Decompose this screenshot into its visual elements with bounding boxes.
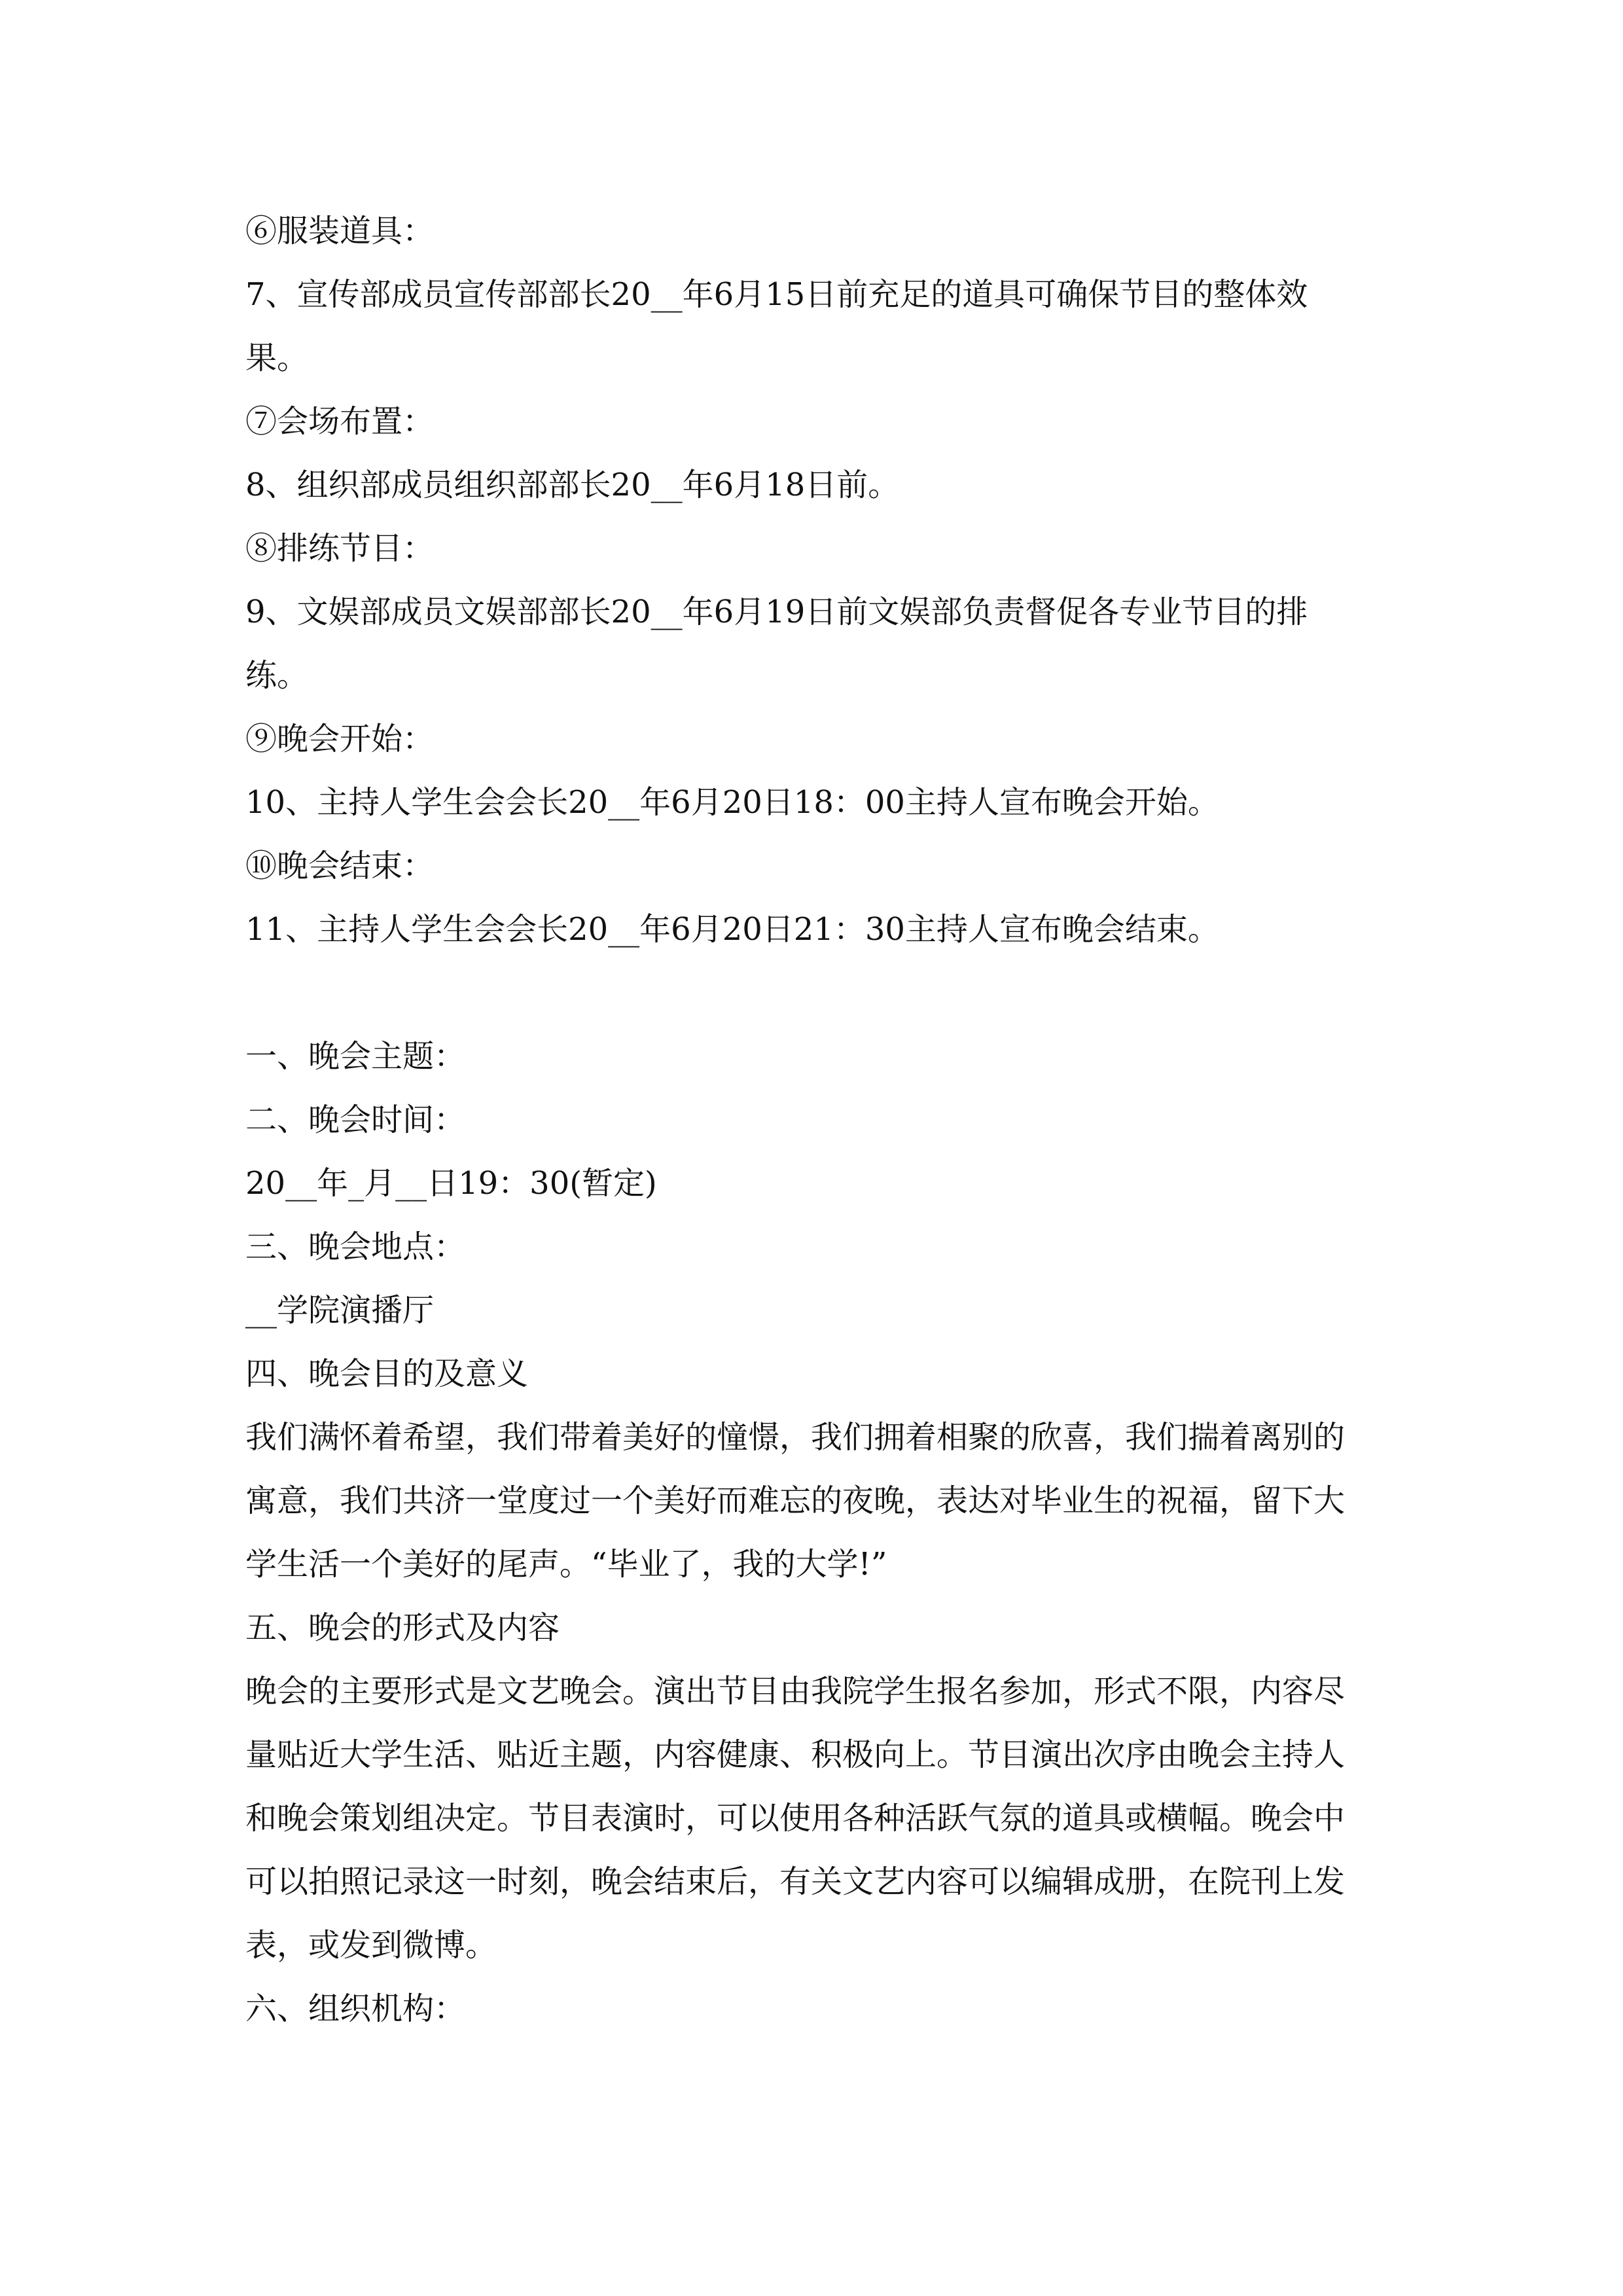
task-line-10: 10、主持人学生会会长20__年6月20日18：00主持人宣布晚会开始。	[245, 784, 1219, 821]
form-paragraph-line: 和晚会策划组决定。节目表演时，可以使用各种活跃气氛的道具或横幅。晚会中	[245, 1800, 1346, 1837]
section-heading-start: ⑨晚会开始：	[245, 721, 435, 757]
task-line-9: 9、文娱部成员文娱部部长20__年6月19日前文娱部负责督促各专业节目的排	[245, 594, 1308, 630]
form-paragraph-line: 晚会的主要形式是文艺晚会。演出节目由我院学生报名参加，形式不限，内容尽	[245, 1673, 1346, 1710]
heading-theme: 一、晚会主题：	[245, 1038, 466, 1075]
heading-form: 五、晚会的形式及内容	[245, 1609, 560, 1646]
location-value: __学院演播厅	[245, 1292, 435, 1329]
form-paragraph-line: 可以拍照记录这一时刻，晚会结束后，有关文艺内容可以编辑成册，在院刊上发	[245, 1863, 1346, 1900]
heading-location: 三、晚会地点：	[245, 1229, 466, 1265]
blank-line	[245, 961, 1384, 1025]
section-heading-costume: ⑥服装道具：	[245, 213, 435, 249]
section-heading-rehearsal: ⑧排练节目：	[245, 530, 435, 567]
task-line-9-cont: 练。	[245, 657, 309, 694]
task-line-7-cont: 果。	[245, 340, 309, 376]
task-line-11: 11、主持人学生会会长20__年6月20日21：30主持人宣布晚会结束。	[245, 911, 1219, 948]
time-value: 20__年_月__日19：30(暂定)	[245, 1165, 657, 1202]
heading-purpose: 四、晚会目的及意义	[245, 1355, 529, 1392]
heading-time: 二、晚会时间：	[245, 1102, 466, 1138]
purpose-paragraph-line: 我们满怀着希望，我们带着美好的憧憬，我们拥着相聚的欣喜，我们揣着离别的	[245, 1419, 1346, 1456]
purpose-paragraph-line: 寓意，我们共济一堂度过一个美好而难忘的夜晚，表达对毕业生的祝福，留下大	[245, 1482, 1346, 1519]
section-heading-venue: ⑦会场布置：	[245, 403, 435, 440]
form-paragraph-line: 量贴近大学生活、贴近主题，内容健康、积极向上。节目演出次序由晚会主持人	[245, 1736, 1346, 1773]
task-line-8: 8、组织部成员组织部部长20__年6月18日前。	[245, 467, 900, 503]
form-paragraph-line: 表，或发到微博。	[245, 1927, 497, 1964]
document-body	[245, 200, 1384, 2041]
task-line-7: 7、宣传部成员宣传部部长20__年6月15日前充足的道具可确保节目的整体效	[245, 276, 1308, 313]
heading-organization: 六、组织机构：	[245, 1990, 466, 2027]
purpose-paragraph-line: 学生活一个美好的尾声。“毕业了，我的大学!”	[245, 1546, 887, 1583]
section-heading-end: ⑩晚会结束：	[245, 848, 435, 884]
